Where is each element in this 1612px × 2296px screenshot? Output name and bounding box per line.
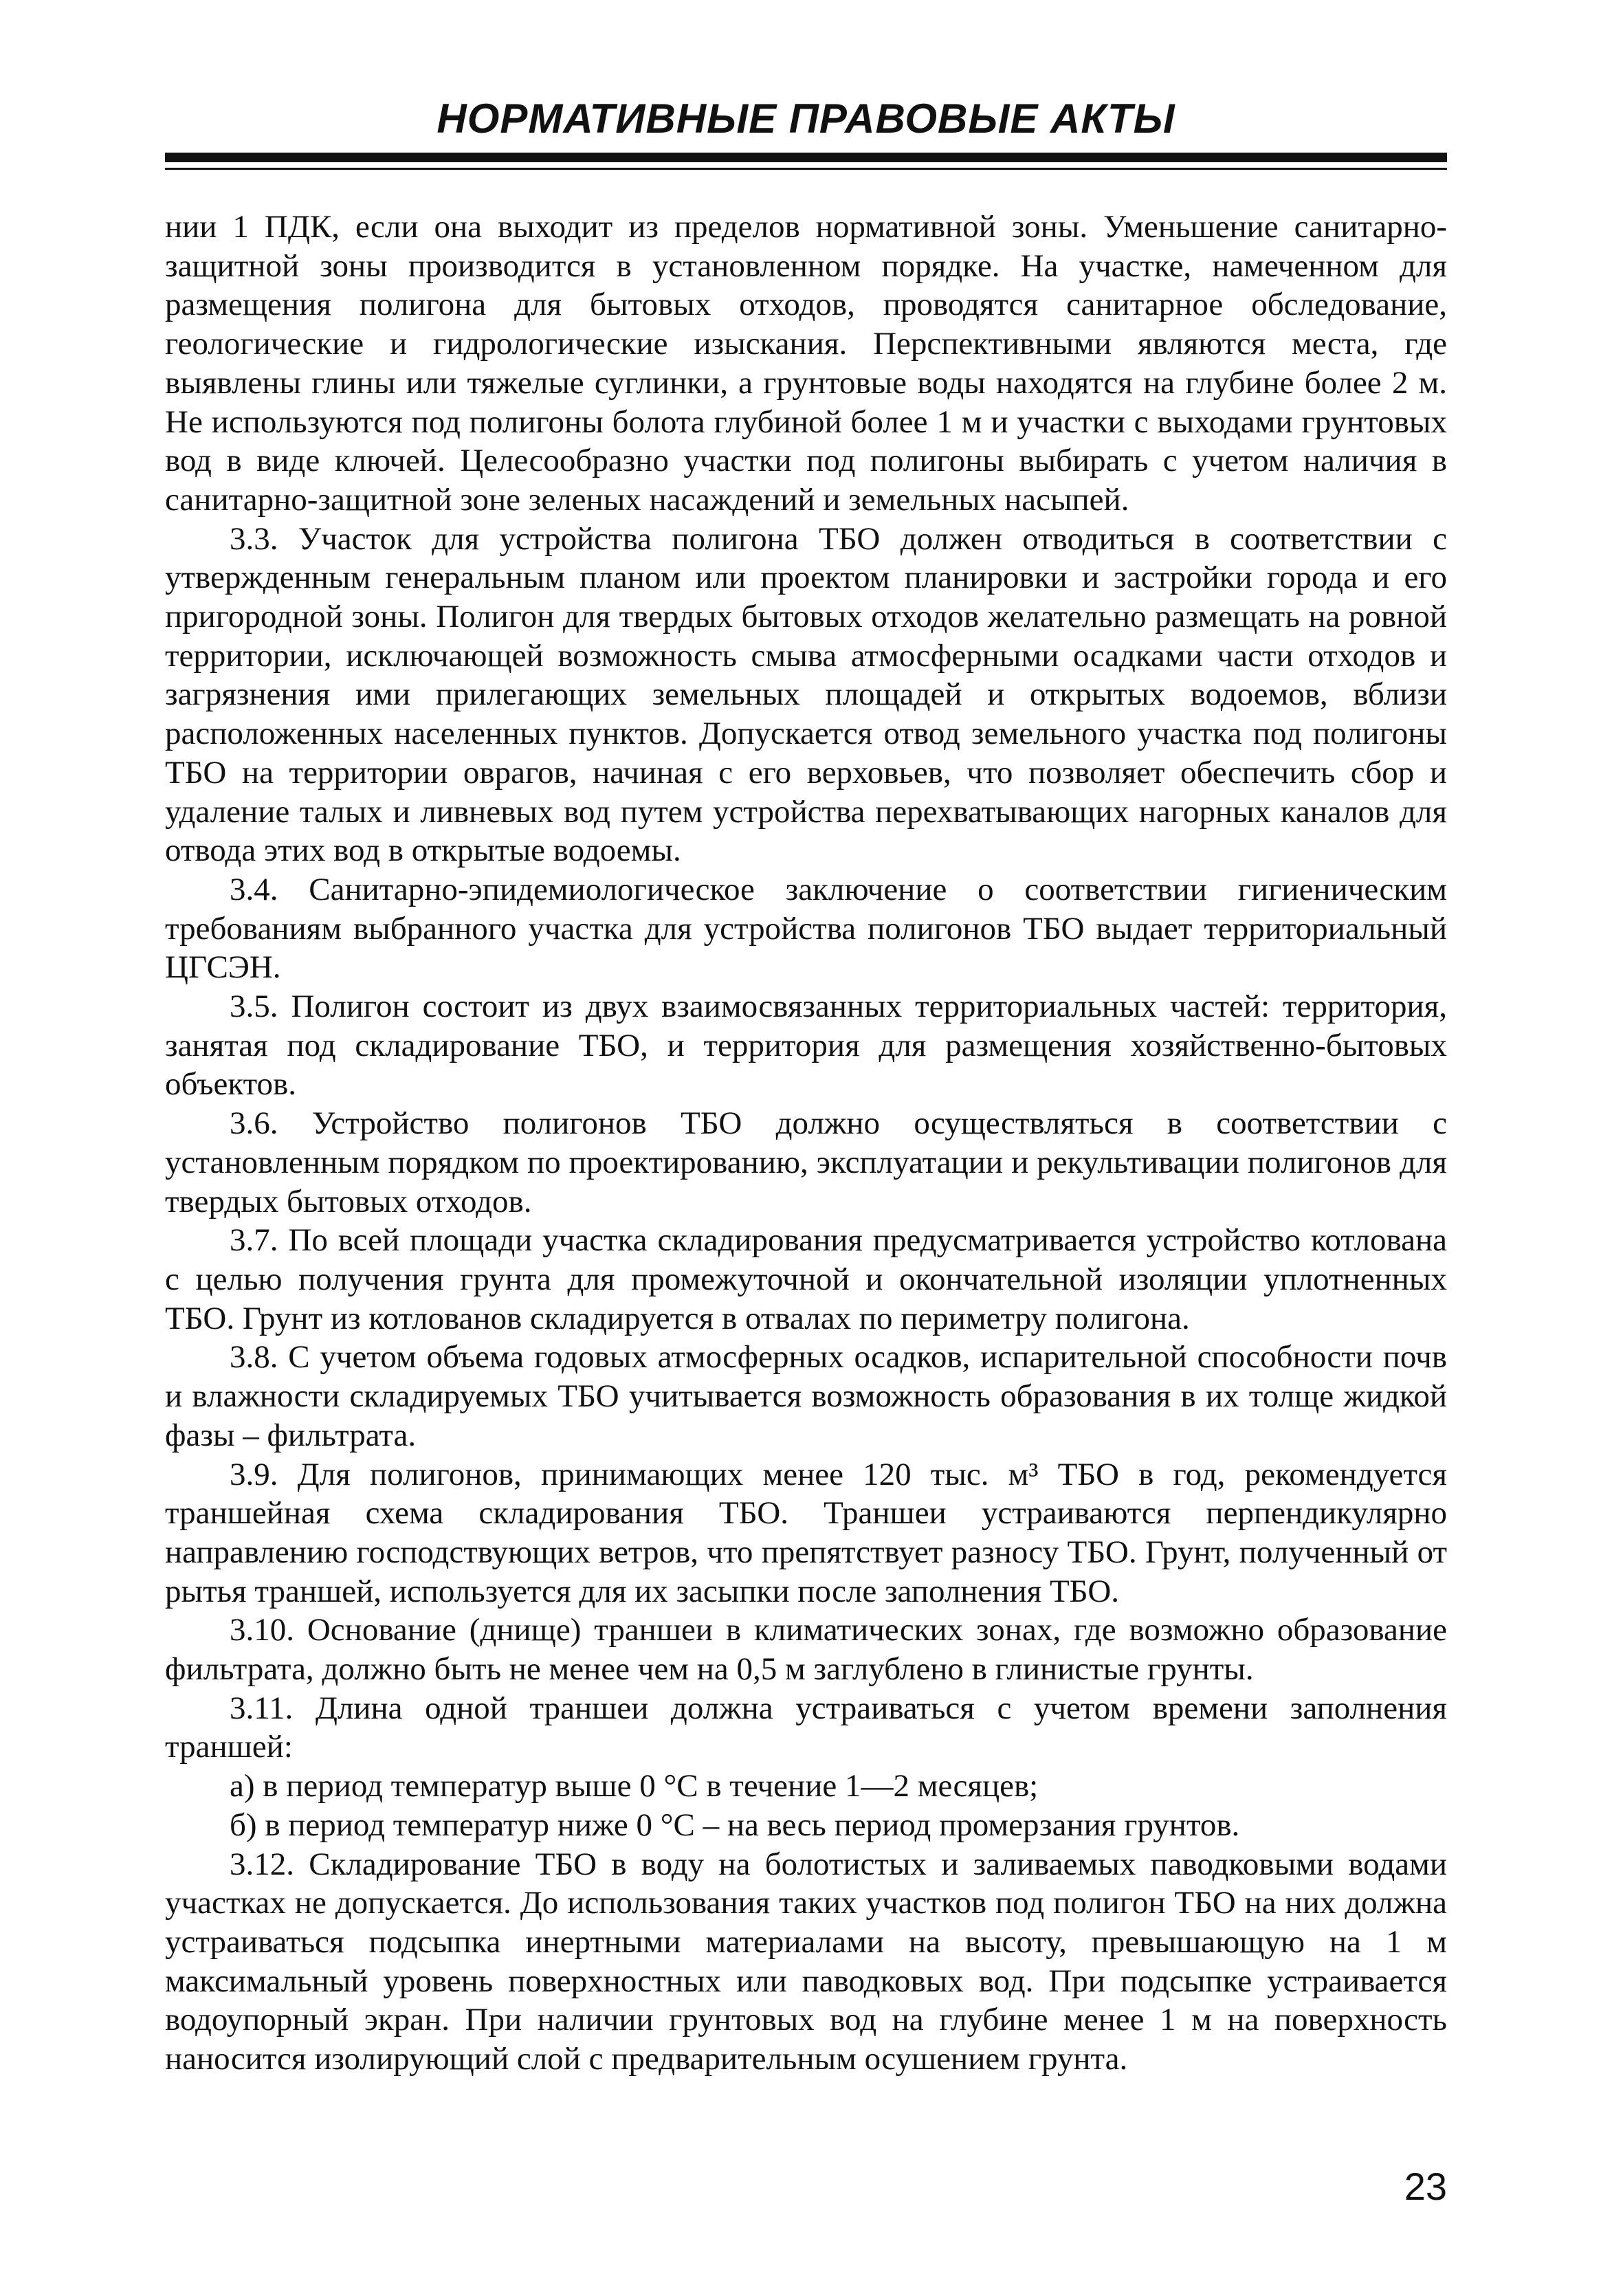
page-number: 23 [1404, 2165, 1447, 2208]
paragraph-3-7: 3.7. По всей площади участка складирования предусматривается устройство котлована с целью получения грунта для промежуточной и окончательной изоляции уплотненных ТБО. Грунт из котлованов складируется в отвалах по периметру полигона. [165, 1222, 1447, 1336]
paragraph-3-9: 3.9. Для полигонов, принимающих менее 120 тыс. м³ ТБО в год, рекомендуется траншейная схема складирования ТБО. Траншеи устраиваются перпендикулярно направлению господствующих ветров, что препятствует разносу ТБО. Грунт, полученный от рытья траншей, используется для их засыпки после заполнения ТБО. [165, 1456, 1447, 1609]
paragraph-3-8: 3.8. С учетом объема годовых атмосферных осадков, испарительной способности почв и влажности складируемых ТБО учитывается возможность образования в их толще жидкой фазы – фильтрата. [165, 1339, 1447, 1453]
running-header-title: НОРМАТИВНЫЕ ПРАВОВЫЕ АКТЫ [437, 96, 1175, 142]
header-rule-thin [165, 168, 1447, 170]
paragraph-3-3: 3.3. Участок для устройства полигона ТБО должен отводиться в соответствии с утвержденным генеральным планом или проектом планировки и застройки города и его пригородной зоны. Полигон для твердых бытовых отходов желательно размещать на ровной территории, исключающей возможность смыва атмосферными осадками части отходов и загрязнения ими прилегающих земельных площадей и открытых водоемов, вблизи расположенных населенных пунктов. Допускается отвод земельного участка под полигоны ТБО на территории оврагов, начиная с его верховьев, что позволяет обеспечить сбор и удаление талых и ливневых вод путем устройства перехватывающих нагорных каналов для отвода этих вод в открытые водоемы. [165, 520, 1447, 869]
paragraph-3-5: 3.5. Полигон состоит из двух взаимосвязанных территориальных частей: территория, занятая под складирование ТБО, и территория для размещения хозяйственно-бытовых объектов. [165, 989, 1447, 1103]
paragraph-continuation: нии 1 ПДК, если она выходит из пределов нормативной зоны. Уменьшение санитарно-защитной зоны производится в установленном порядке. На участке, намеченном для размещения полигона для бытовых отходов, проводятся санитарное обследование, геологические и гидрологические изыскания. Перспективными являются места, где выявлены глины или тяжелые суглинки, а грунтовые воды находятся на глубине более 2 м. Не используются под полигоны болота глубиной более 1 м и участки с выходами грунтовых вод в виде ключей. Целесообразно участки под полигоны выбирать с учетом наличия в санитарно-защитной зоне зеленых насаждений и земельных насыпей. [165, 209, 1447, 518]
paragraph-3-11: 3.11. Длина одной траншеи должна устраиваться с учетом времени заполнения траншей: [165, 1690, 1447, 1765]
paragraph-3-12: 3.12. Складирование ТБО в воду на болотистых и заливаемых паводковыми водами участках не допускается. До использования таких участков под полигон ТБО на них должна устраиваться подсыпка инертными материалами на высоту, превышающую на 1 м максимальный уровень поверхностных или паводковых вод. При подсыпке устраивается водоупорный экран. При наличии грунтовых вод на глубине менее 1 м на поверхность наносится изолирующий слой с предварительным осушением грунта. [165, 1846, 1447, 2077]
list-item-a: а) в период температур выше 0 °С в течение 1—2 месяцев; [230, 1768, 1039, 1804]
header-rule-thick [165, 153, 1447, 162]
paragraph-3-4: 3.4. Санитарно-эпидемиологическое заключение о соответствии гигиеническим требованиям выбранного участка для устройства полигонов ТБО выдает территориальный ЦГСЭН. [165, 871, 1447, 986]
body-text [165, 208, 1447, 2079]
paragraph-3-10: 3.10. Основание (днище) траншеи в климатических зонах, где возможно образование фильтрата, должно быть не менее чем на 0,5 м заглублено в глинистые грунты. [165, 1612, 1447, 1688]
list-item-b: б) в период температур ниже 0 °С – на весь период промерзания грунтов. [230, 1807, 1240, 1843]
paragraph-3-6: 3.6. Устройство полигонов ТБО должно осуществляться в соответствии с установленным порядком по проектированию, эксплуатации и рекультивации полигонов для твердых бытовых отходов. [165, 1105, 1447, 1219]
